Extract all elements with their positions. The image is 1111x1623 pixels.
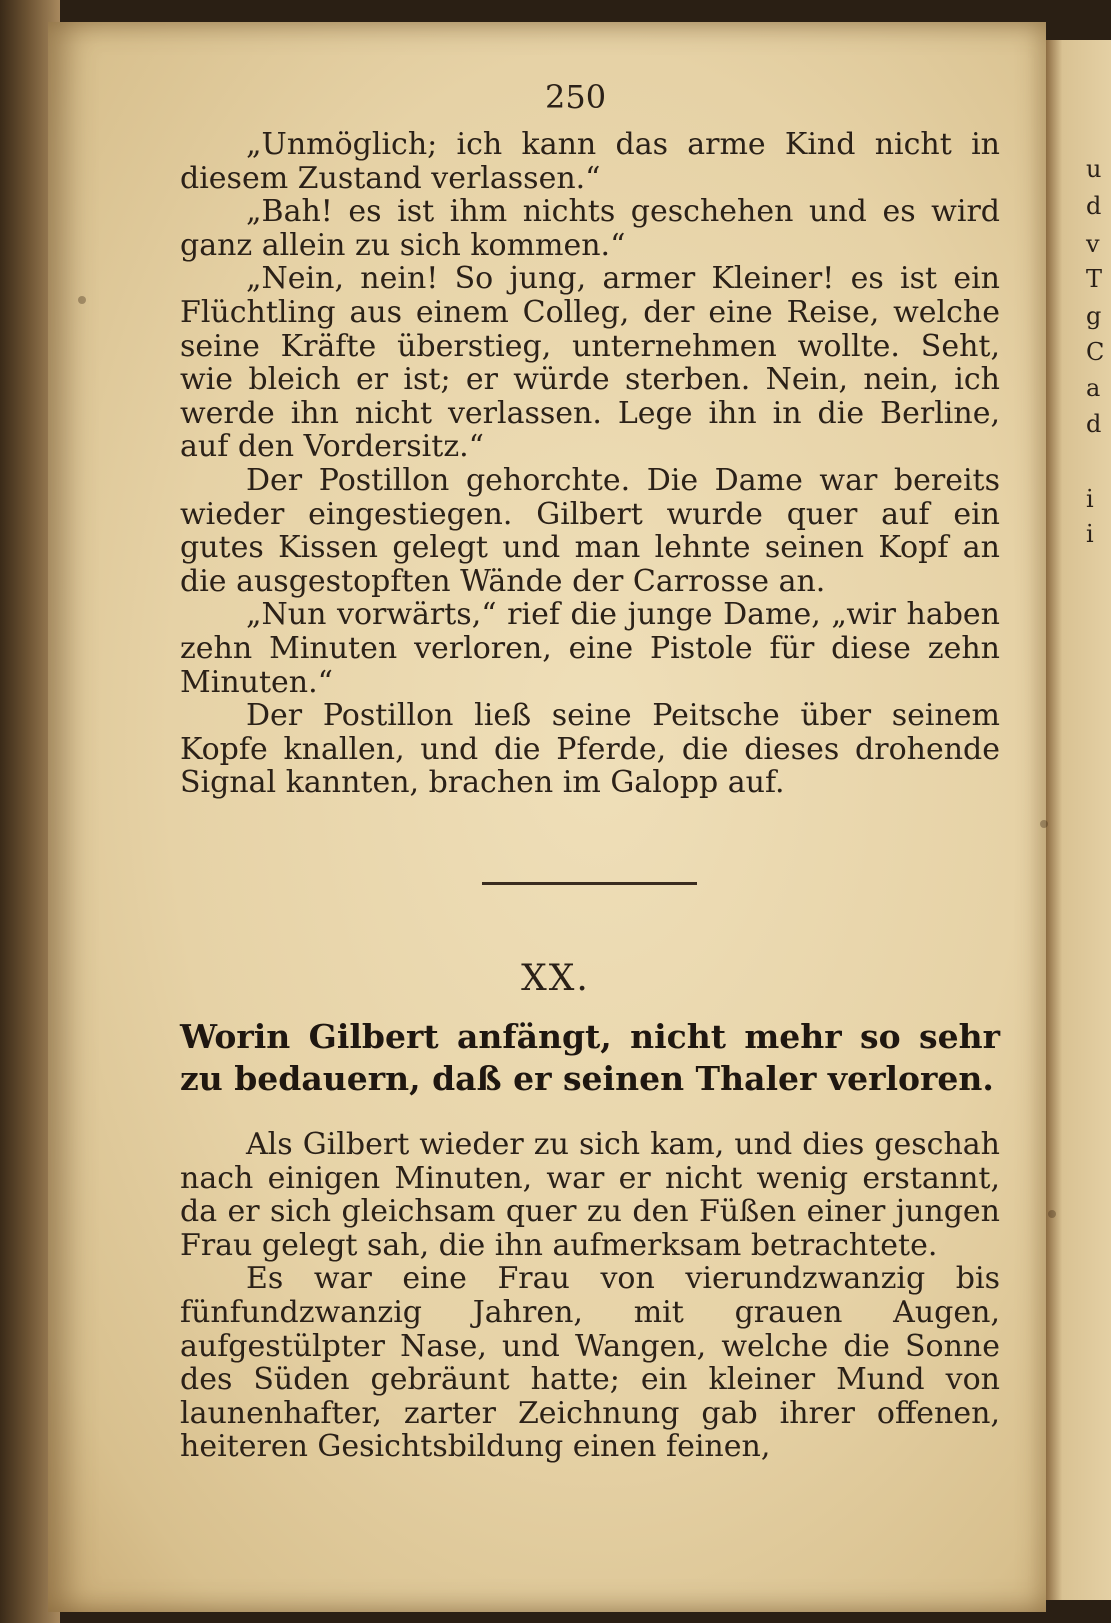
- next-page-fragment: u: [1086, 155, 1102, 183]
- ink-smudge: [78, 296, 86, 304]
- paragraph: Es war eine Frau von vierundzwanzig bis fünfundzwanzig Jahren, mit grauen Augen, aufgestülpter Nase, und Wangen, welche die Sonne des Süden gebräunt hatte; ein kleiner Mund von launenhafter, zarter Zeichnung gab ihrer offenen, heiteren Gesichtsbildung einen feinen,: [180, 1261, 1000, 1465]
- ink-smudge: [1040, 820, 1048, 828]
- paragraph: „Nein, nein! So jung, armer Kleiner! es ist ein Flüchtling aus einem Colleg, der eine Reise, welche seine Kräfte überstieg, unternehmen wollte. Seht, wie bleich er ist; er würde sterben. Nein, nein, ich werde ihn nicht verlassen. Lege ihn in die Berline, auf den Vordersitz.“: [180, 261, 1000, 465]
- paragraph: „Bah! es ist ihm nichts geschehen und es wird ganz allein zu sich kommen.“: [180, 194, 1000, 263]
- chapter-title: Worin Gilbert anfängt, nicht mehr so sehr zu bedauern, daß er seinen Thaler verloren.: [180, 1017, 1000, 1098]
- paragraph: Der Postillon ließ seine Peitsche über seinem Kopfe knallen, und die Pferde, die dieses drohende Signal kannten, brachen im Galopp auf.: [180, 698, 1000, 801]
- next-page-fragment: i: [1086, 485, 1094, 513]
- next-page-fragment: g: [1086, 302, 1102, 330]
- paragraph: „Unmöglich; ich kann das arme Kind nicht in diesem Zustand verlassen.“: [180, 127, 1000, 196]
- text-block-bottom: [180, 1128, 1000, 1464]
- next-page-fragment: C: [1086, 338, 1105, 366]
- next-page-edge: [1046, 40, 1111, 1600]
- section-divider: [482, 882, 697, 885]
- next-page-fragment: T: [1086, 265, 1103, 293]
- next-page-fragment: d: [1086, 410, 1102, 438]
- next-page-fragment: d: [1086, 192, 1102, 220]
- page-number: 250: [545, 78, 607, 116]
- next-page-fragment: a: [1086, 374, 1101, 402]
- next-page-fragment: v: [1086, 230, 1100, 258]
- paragraph: Als Gilbert wieder zu sich kam, und dies geschah nach einigen Minuten, war er nicht wenig erstannt, da er sich gleichsam quer zu den Füßen einer jungen Frau gelegt sah, die ihn aufmerksam betrachtete.: [180, 1127, 1000, 1263]
- ink-smudge: [1048, 1210, 1056, 1218]
- paragraph: Der Postillon gehorchte. Die Dame war bereits wieder eingestiegen. Gilbert wurde quer auf ein gutes Kissen gelegt und man lehnte seinen Kopf an die ausgestopften Wände der Carrosse an.: [180, 462, 1000, 599]
- next-page-fragment: i: [1086, 520, 1094, 548]
- paragraph: „Nun vorwärts,“ rief die junge Dame, „wir haben zehn Minuten verloren, eine Pistole für diese zehn Minuten.“: [180, 597, 1000, 700]
- chapter-number: XX.: [521, 958, 590, 999]
- text-block-top: [180, 128, 1000, 800]
